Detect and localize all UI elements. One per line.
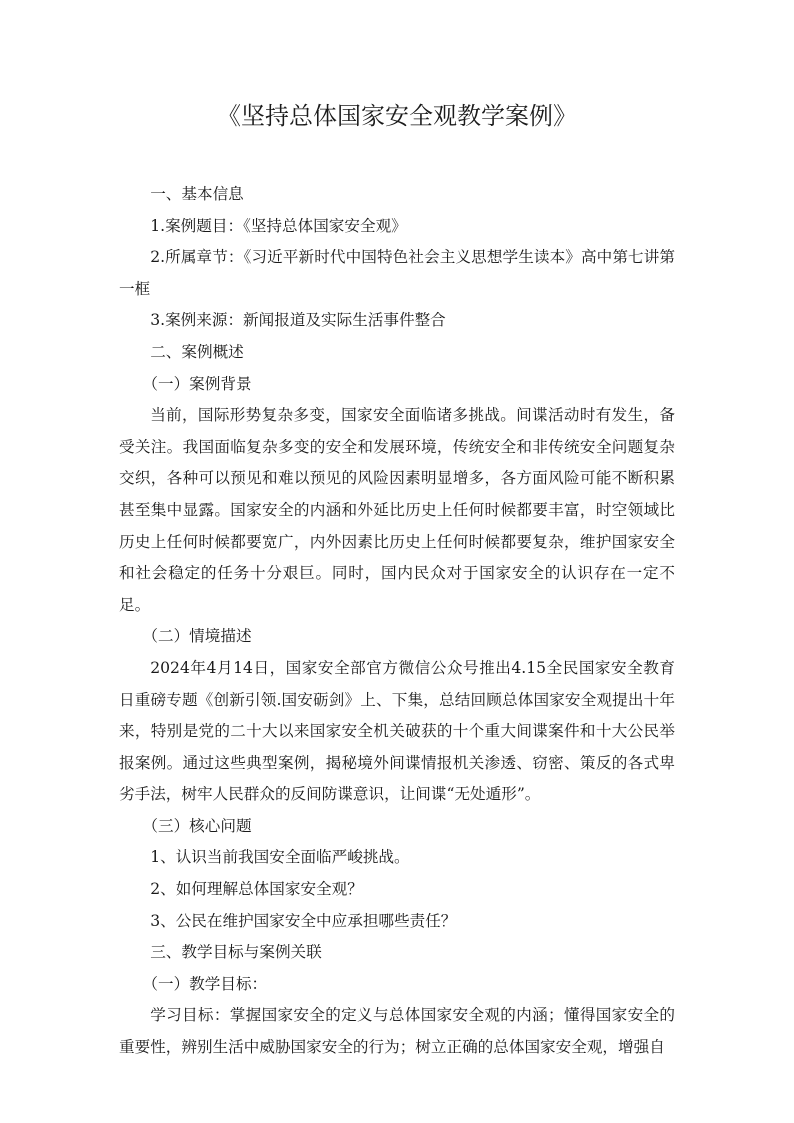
subheading-teaching-objectives: （一）教学目标： (142, 974, 268, 993)
document-body (119, 179, 675, 1064)
subheading-scenario: （二）情境描述 (142, 627, 252, 646)
scenario-paragraph: 2024年4月14日，国家安全部官方微信公众号推出4.15全民国家安全教育日重磅专题《创新引领.国安砺剑》上、下集，总结回顾总体国家安全观提出十年来，特别是党的二十大以来国家安全机关破获的十个重大间谍案件和十大公民举报案例。通过这些典型案例，揭秘境外间谍情报机关渗透、窃密、策反的各式卑劣手法，树牢人民群众的反间防谍意识，让间谍“无处遁形”。 (119, 658, 675, 804)
question-item: 2、如何理解总体国家安全观？ (150, 880, 363, 899)
chapter-line: 2.所属章节：《习近平新时代中国特色社会主义思想学生读本》高中第七讲第一框 (119, 248, 675, 298)
subheading-core-questions: （三）核心问题 (142, 816, 252, 835)
section-heading-objectives: 三、教学目标与案例关联 (150, 943, 322, 962)
source-line: 3.案例来源：新闻报道及实际生活事件整合 (150, 311, 446, 330)
section-heading-overview: 二、案例概述 (150, 342, 244, 361)
section-heading-basic-info: 一、基本信息 (150, 185, 244, 203)
objectives-paragraph: 学习目标：掌握国家安全的定义与总体国家安全观的内涵；懂得国家安全的重要性，辨别生活中威胁国家安全的行为；树立正确的总体国家安全观，增强自 (119, 1006, 675, 1057)
question-item: 1、认识当前我国安全面临严峻挑战。 (150, 848, 410, 867)
case-title-line: 1.案例题目：《坚持总体国家安全观》 (150, 216, 407, 235)
question-item: 3、公民在维护国家安全中应承担哪些责任？ (150, 911, 457, 930)
background-paragraph: 当前，国际形势复杂多变，国家安全面临诸多挑战。间谍活动时有发生，备受关注。我国面临复杂多变的安全和发展环境，传统安全和非传统安全问题复杂交织，各种可以预见和难以预见的风险因素明显增多，各方面风险可能不断积累甚至集中显露。国家安全的内涵和外延比历史上任何时候都要丰富，时空领域比历史上任何时候都要宽广，内外因素比历史上任何时候都要复杂，维护国家安全和社会稳定的任务十分艰巨。同时，国内民众对于国家安全的认识存在一定不足。 (119, 406, 675, 614)
document-title: 《坚持总体国家安全观教学案例》 (217, 102, 577, 130)
subheading-background: （一）案例背景 (142, 374, 252, 393)
